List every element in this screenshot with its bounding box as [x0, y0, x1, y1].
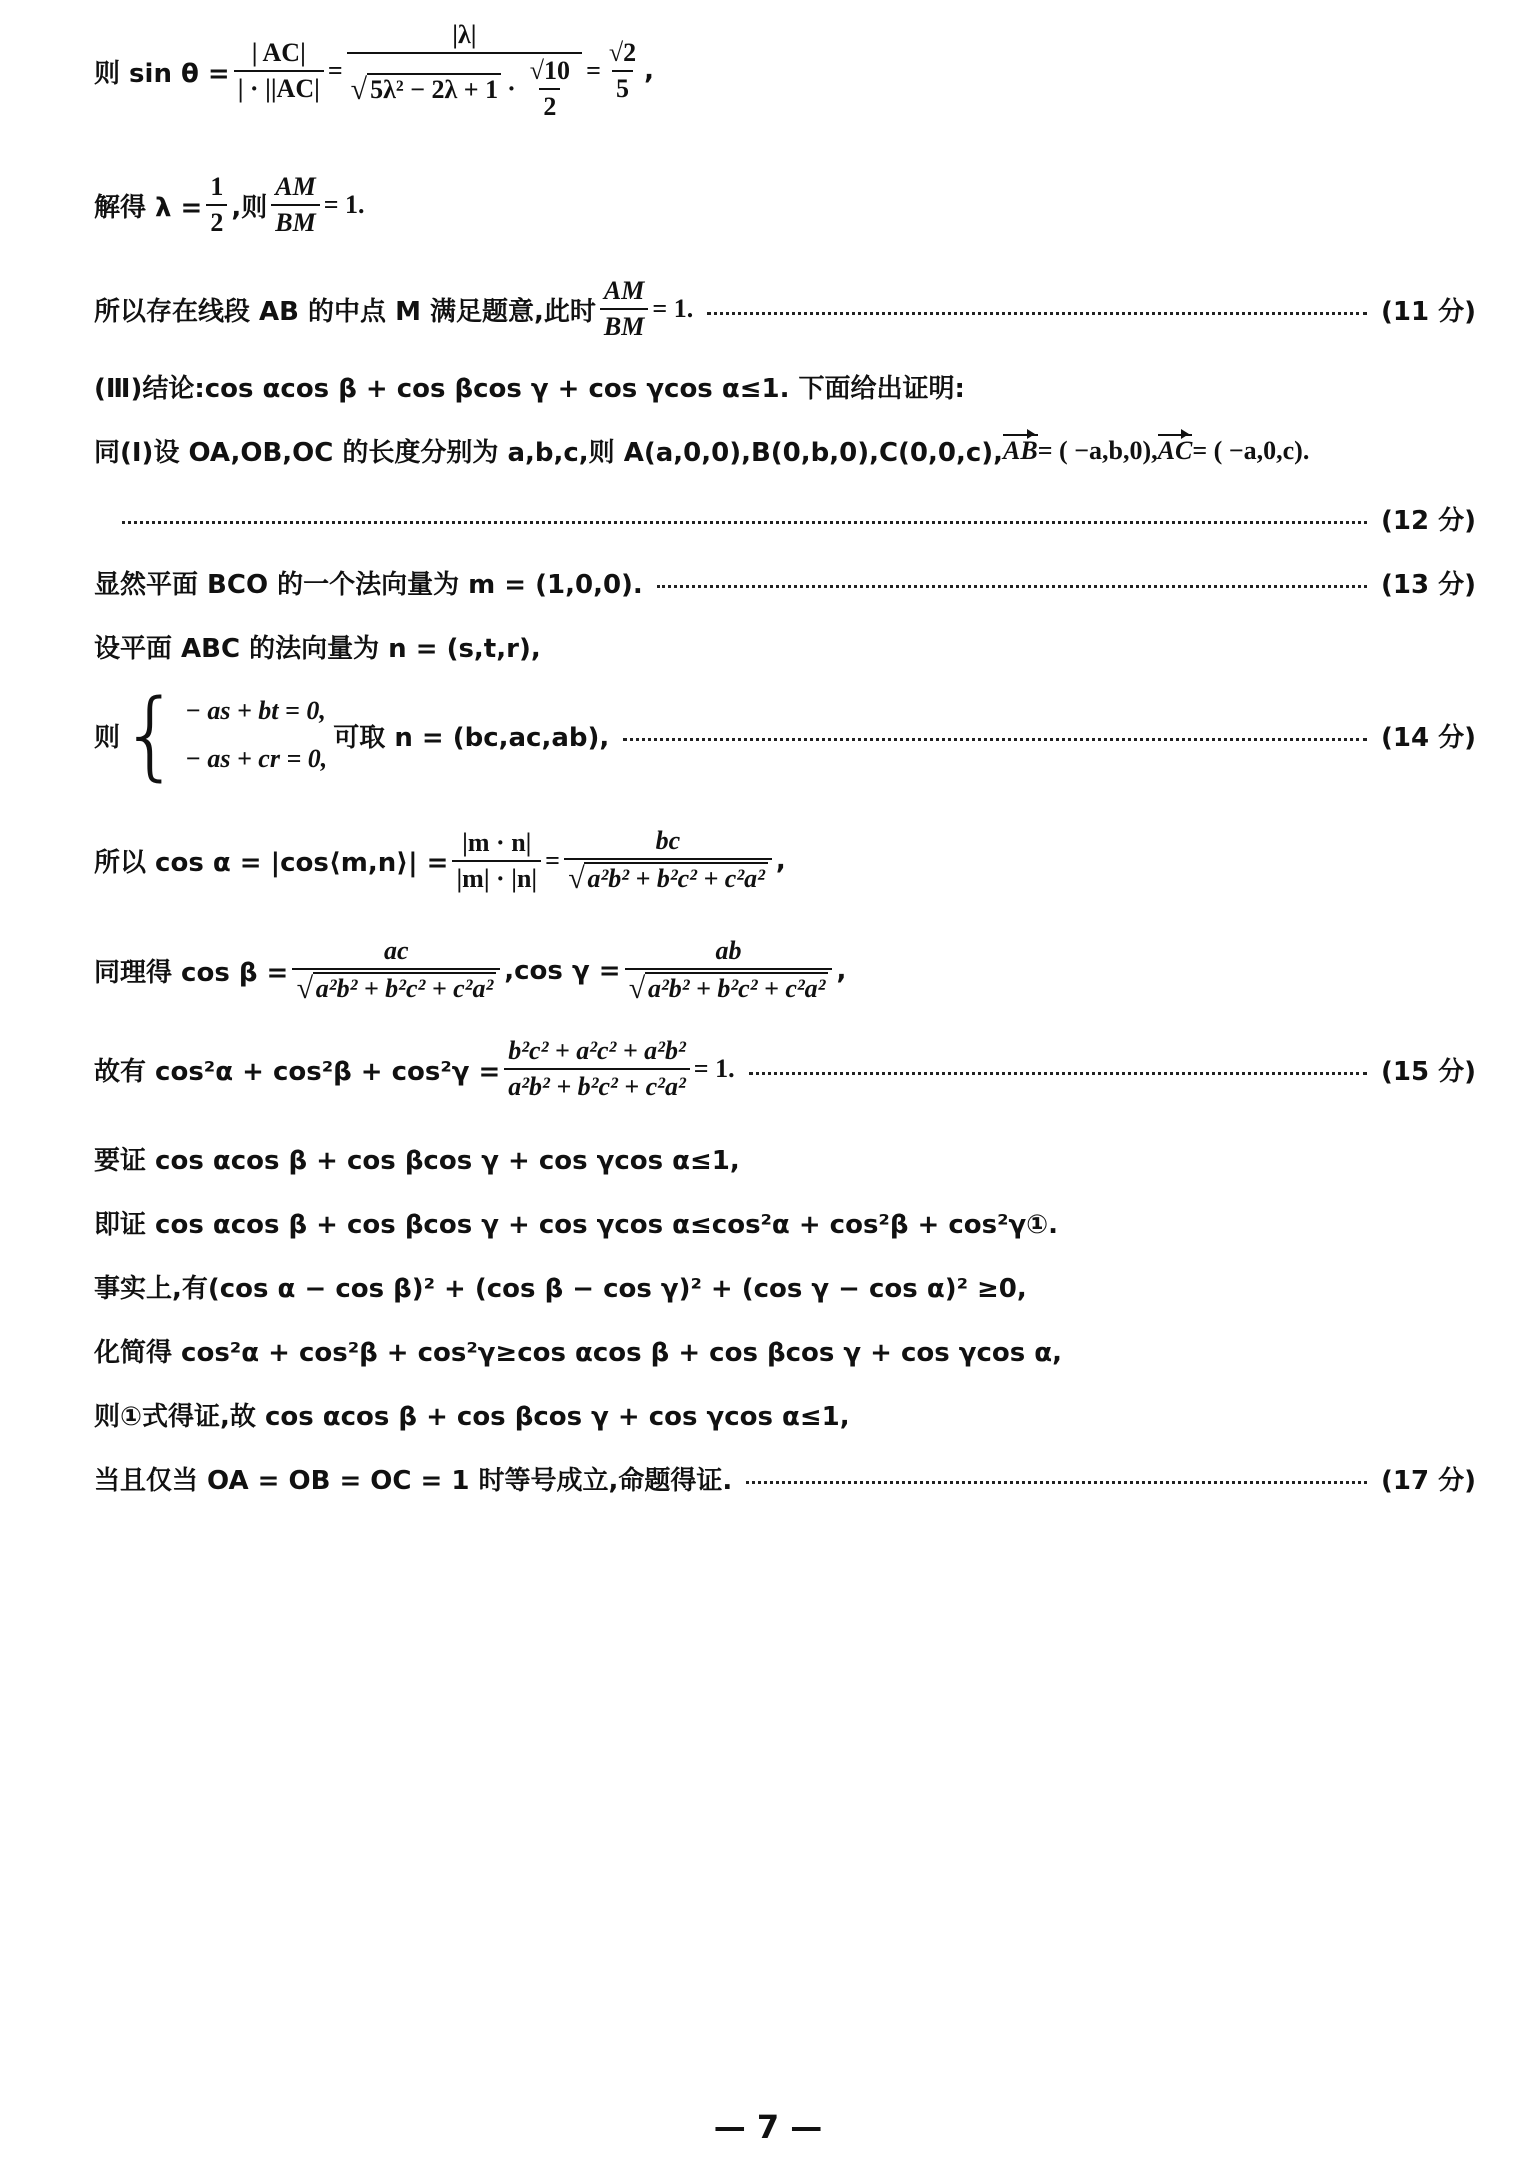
equation-system: { − as + bt = 0, − as + cr = 0,	[120, 678, 328, 791]
line-sin-theta: 则 sin θ = $\frac{| AC|}{| \cdot ||AC|}$ = |λ| √ 5λ² − 2λ + 1 · $\frac{√10}{2}$ = $\frac{√2}{5}$ ,	[94, 20, 655, 121]
line-in-fact: 事实上,有(cos α − cos β)² + (cos β − cos γ)² + (cos γ − cos α)² ≥0,	[94, 1274, 1027, 1304]
score-label: (12 分)	[1381, 506, 1476, 536]
fraction-2: |λ| √ 5λ² − 2λ + 1 · $\frac{√10}{2}$	[347, 20, 582, 122]
score-label: (14 分)	[1381, 722, 1476, 753]
line-to-prove: 要证 cos αcos β + cos βcos γ + cos γcos α≤1,	[94, 1146, 740, 1176]
score-label: (11 分)	[1381, 296, 1476, 327]
page-number: — 7 —	[713, 2108, 823, 2146]
line-proven: 则①式得证,故 cos αcos β + cos βcos γ + cos γcos α≤1,	[94, 1402, 850, 1432]
sin-theta-prefix: 则 sin θ =	[94, 58, 230, 89]
fraction-3: $\frac{√2}{5}$	[608, 38, 637, 103]
fraction-1: $\frac{| AC|}{| \cdot ||AC|}$	[234, 38, 324, 104]
score-label: (15 分)	[1381, 1056, 1476, 1087]
line-conclusion: (Ⅲ)结论:cos αcos β + cos βcos γ + cos γcos α≤1. 下面给出证明:	[94, 374, 965, 404]
line-setup: 同(Ⅰ)设 OA,OB,OC 的长度分别为 a,b,c,则 A(a,0,0),B(0,b,0),C(0,0,c), AB = ( −a,b,0), AC = ( −a,0,c).	[94, 435, 1310, 468]
dot-leader	[657, 585, 1367, 588]
dot-leader	[623, 738, 1367, 741]
line-solve-lambda: 解得 λ = $\frac{1}{2}$ ,则 $\frac{AM}{BM}$ = 1.	[94, 172, 365, 237]
score-label: (17 分)	[1381, 1466, 1476, 1496]
line-normal-n: 设平面 ABC 的法向量为 n = (s,t,r),	[94, 634, 541, 664]
line-cos-alpha: 所以 cos α = |cos⟨m,n⟩| = $\frac{|m \cdot n|}{|m| \cdot |n|}$ = bc √ a²b² + b²c² + c²a² ,	[94, 826, 786, 895]
line-simplify: 化简得 cos²α + cos²β + cos²γ≥cos αcos β + cos βcos γ + cos γcos α,	[94, 1338, 1063, 1368]
sqrt-expression: √ 5λ² − 2λ + 1	[351, 73, 501, 105]
line-equality: 当且仅当 OA = OB = OC = 1 时等号成立,命题得证. (17 分)	[94, 1460, 1476, 1497]
line-sum-squares: 故有 cos²α + cos²β + cos²γ = $\frac{\text{b²c² + a²c² + a²b²}}{\text{a²b² + b²c² + c²a²}}$ = 1. (15 分)	[94, 1036, 1476, 1101]
dot-leader	[707, 312, 1367, 315]
line-cos-beta-gamma: 同理得 cos β = ac √ a²b² + b²c² + c²a² ,cos γ = ab √ a²b² + b²c² + c²a² ,	[94, 936, 847, 1005]
dot-leader	[749, 1072, 1367, 1075]
line-normal-m: 显然平面 BCO 的一个法向量为 m = (1,0,0). (13 分)	[94, 564, 1476, 601]
vector-ab: AB	[1003, 435, 1038, 465]
dot-leader	[746, 1481, 1367, 1484]
dot-leader	[122, 521, 1367, 524]
vector-ac: AC	[1157, 435, 1193, 465]
line-equivalent: 即证 cos αcos β + cos βcos γ + cos γcos α≤cos²α + cos²β + cos²γ①.	[94, 1210, 1059, 1240]
line-score-12	[94, 500, 1476, 537]
score-label: (13 分)	[1381, 570, 1476, 600]
line-midpoint: 所以存在线段 AB 的中点 M 满足题意,此时 $\frac{AM}{BM}$ = 1. (11 分)	[94, 276, 1476, 341]
line-system: 则 { − as + bt = 0, − as + cr = 0, 可取 n = (bc,ac,ab), (14 分)	[94, 678, 1476, 791]
